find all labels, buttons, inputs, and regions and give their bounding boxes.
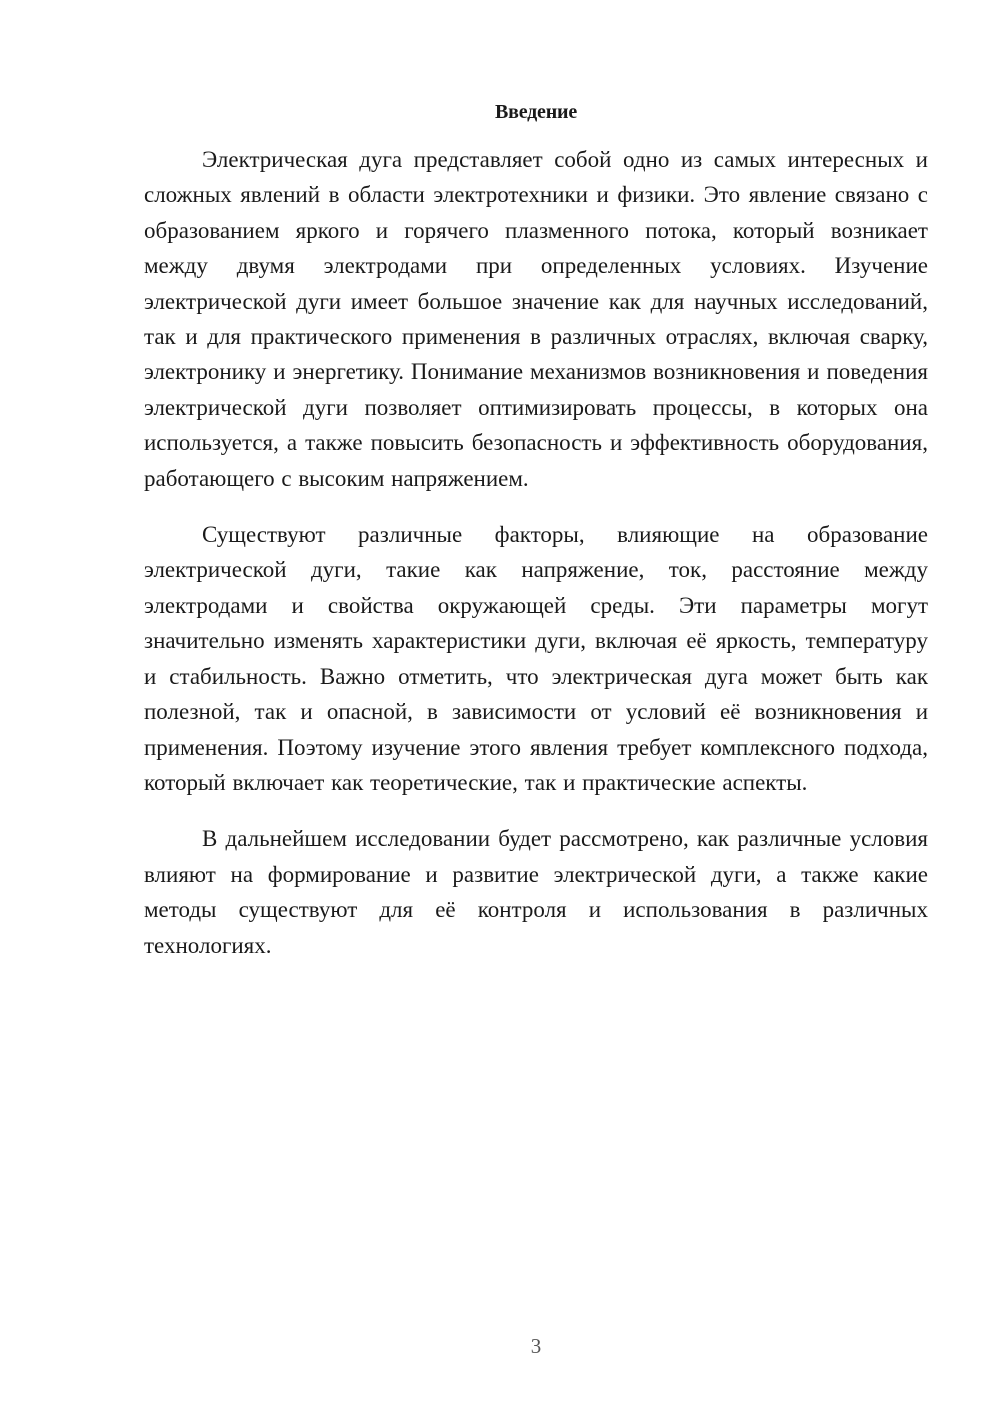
- page-number: 3: [530, 1334, 542, 1358]
- section-heading: Введение: [494, 101, 578, 123]
- paragraph-3: В дальнейшем исследовании будет рассмотрено, как различные условия влияют на формирование и развитие электрической дуги, а также какие методы существуют для её контроля и использования в различных технологиях.: [144, 826, 928, 958]
- paragraph-1: Электрическая дуга представляет собой одно из самых интересных и сложных явлений в области электротехники и физики. Это явление связано с образованием яркого и горячего плазменного потока, который возникает между двумя электродами при определенных условиях. Изучение электрической дуги имеет большое значение как для научных исследований, так и для практического применения в различных отраслях, включая сварку, электронику и энергетику. Понимание механизмов возникновения и поведения электрической дуги позволяет оптимизировать процессы, в которых она используется, а также повысить безопасность и эффективность оборудования, работающего с высоким напряжением.: [144, 147, 928, 491]
- body-text: [144, 142, 928, 984]
- paragraph-2: Существуют различные факторы, влияющие на образование электрической дуги, такие как напряжение, ток, расстояние между электродами и свойства окружающей среды. Эти параметры могут значительно изменять характеристики дуги, включая её яркость, температуру и стабильность. Важно отметить, что электрическая дуга может быть как полезной, так и опасной, в зависимости от условий её возникновения и применения. Поэтому изучение этого явления требует комплексного подхода, который включает как теоретические, так и практические аспекты.: [144, 522, 928, 795]
